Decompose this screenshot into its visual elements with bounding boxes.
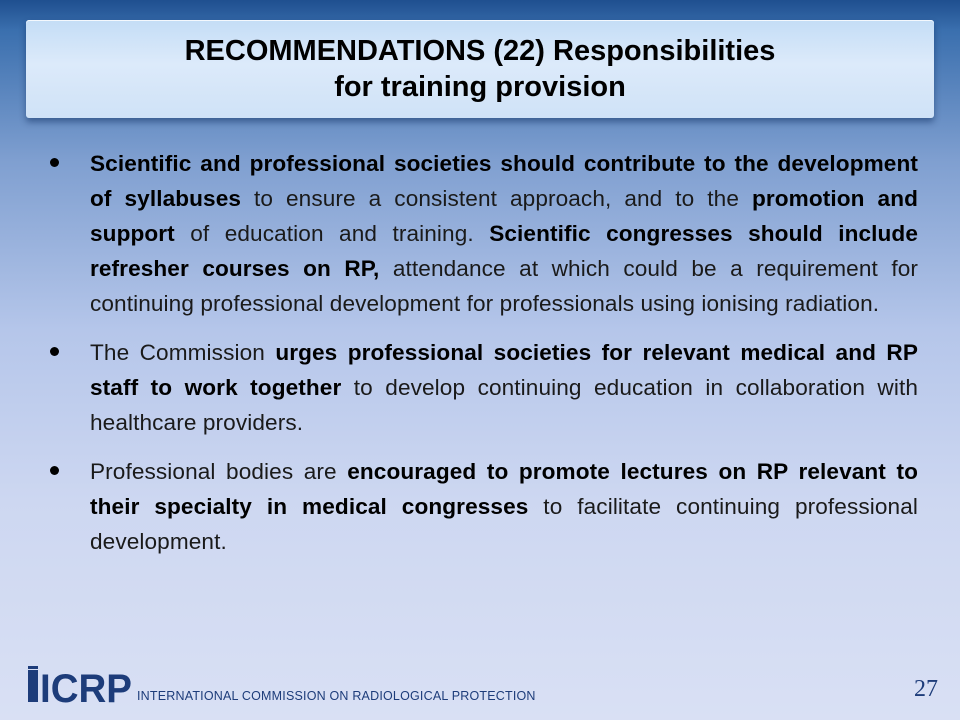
slide-title-line-1: RECOMMENDATIONS (22) Responsibilities [184, 35, 776, 67]
bullet-dot-icon [50, 466, 59, 475]
title-banner [26, 20, 934, 118]
bullet-dot-icon [50, 158, 59, 167]
icrp-logo [26, 664, 134, 706]
bullet-text-3: Professional bodies are encouraged to promote lectures on RP relevant to their specialty in medical congresses to facilitate continuing professional development. [90, 459, 918, 554]
bullet-item-1 [48, 146, 918, 321]
page-number: 27 [914, 676, 938, 702]
organization-name: INTERNATIONAL COMMISSION ON RADIOLOGICAL PROTECTION [137, 689, 536, 703]
bullet-item-3 [48, 454, 918, 559]
bullet-dot-icon [50, 347, 59, 356]
bullet-item-2 [48, 335, 918, 440]
bullet-text-2: The Commission urges professional societies for relevant medical and RP staff to work together to develop continuing education in collaboration with healthcare providers. [90, 340, 918, 435]
slide-title-line-2: for training provision [334, 71, 626, 103]
bullet-text-1: Scientific and professional societies should contribute to the development of syllabuses to ensure a consistent approach, and to the promotion and support of education and training. Scientific congresses should include refresher courses on RP, attendance at which could be a requirement for continuing professional development for professionals using ionising radiation. [90, 151, 919, 316]
bullet-list [48, 146, 918, 573]
logo-text: ICRP [40, 667, 132, 706]
